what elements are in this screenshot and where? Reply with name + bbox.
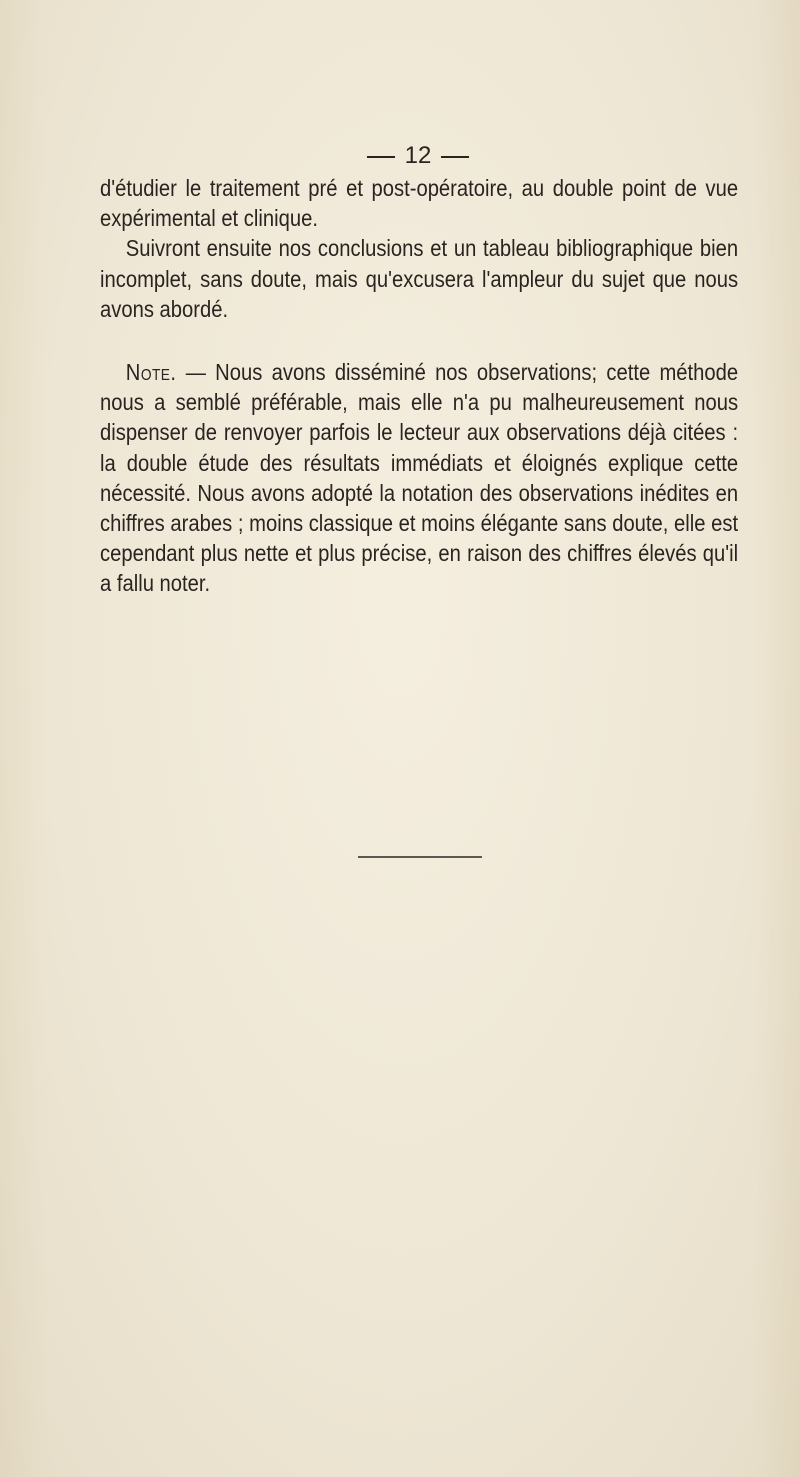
note-text: Nous avons disséminé nos observations; cette méthode nous a semblé préférable, mais elle n'a pu malheureusement nous dispenser de renvoyer parfois le lecteur aux observations déjà citées : la double étude des résultats immédiats et éloignés explique cette nécessité. Nous avons adopté la notation des observations inédites en chiffres arabes ; moins classique et moins élégante sans doute, elle est cependant plus nette et plus précise, en raison des chiffres élevés qu'il a fallu noter. — [100, 359, 739, 597]
end-rule — [358, 856, 482, 858]
page-number-dash-left — [367, 156, 395, 158]
page-number-dash-right — [441, 156, 469, 158]
page-number-value: 12 — [404, 142, 432, 169]
intro-paragraph-2: Suivront ensuite nos conclusions et un tableau bibliographique bien incomplet, sans doute, mais qu'excusera l'ampleur du sujet que nous avons abordé. — [100, 235, 739, 322]
note-dash: — — [176, 359, 216, 385]
note-section — [100, 357, 738, 599]
page-number — [18, 142, 800, 170]
intro-section — [100, 173, 738, 324]
intro-paragraph-1: d'étudier le traitement pré et post-opératoire, au double point de vue expérimental et clinique. — [100, 175, 739, 232]
note-paragraph — [100, 357, 738, 599]
note-label: Note. — [125, 359, 177, 385]
